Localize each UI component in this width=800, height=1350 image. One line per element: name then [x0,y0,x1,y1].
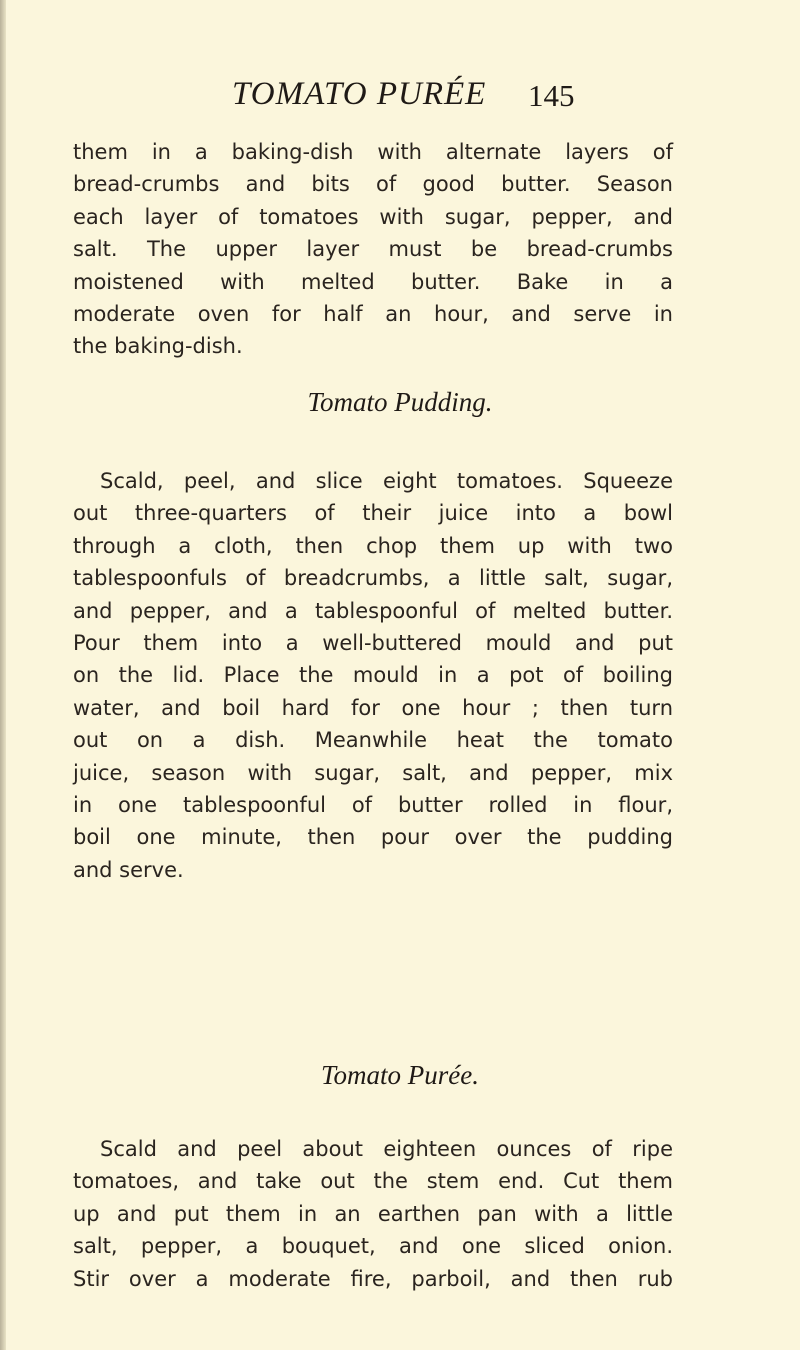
running-title: TOMATO PURÉE [232,76,487,112]
text-line: water, and boil hard for one hour ; then turn [73,695,673,720]
text-line: juice, season with sugar, salt, and pepper, mix [73,760,673,785]
text-line: Scald, peel, and slice eight tomatoes. Squeeze [100,469,673,493]
text-line: Scald and peel about eighteen ounces of ripe [100,1137,673,1161]
text-line: Pour them into a well-buttered mould and put [73,630,673,655]
text-line: out on a dish. Meanwhile heat the tomato [73,728,673,753]
text-line: moderate oven for half an hour, and serve in [73,301,673,326]
text-line: salt, pepper, a bouquet, and one sliced onion. [73,1234,673,1259]
paragraph-tomato-puree [73,1133,673,1295]
text-line: tomatoes, and take out the stem end. Cut them [73,1169,673,1194]
text-line: tablespoonfuls of breadcrumbs, a little salt, sugar, [73,566,673,591]
running-head [0,72,800,116]
page-binding-edge [0,0,6,1350]
text-line: in one tablespoonful of butter rolled in flour, [73,792,673,817]
text-line: out three-quarters of their juice into a bowl [73,501,673,526]
text-line: and pepper, and a tablespoonful of melted butter. [73,598,673,623]
text-line: Stir over a moderate fire, parboil, and then rub [73,1266,673,1291]
text-line: boil one minute, then pour over the pudding [73,825,673,850]
text-line: salt. The upper layer must be bread-crumbs [73,237,673,262]
paragraph-continuation [73,136,673,363]
page-number: 145 [528,78,575,113]
text-line: and serve. [73,857,184,882]
text-line: through a cloth, then chop them up with two [73,533,673,558]
text-line: bread-crumbs and bits of good butter. Season [73,172,673,197]
recipe-heading-tomato-puree: Tomato Purée. [320,1060,479,1090]
text-line: moistened with melted butter. Bake in a [73,269,673,294]
paragraph-tomato-pudding [73,465,673,886]
recipe-heading-tomato-pudding: Tomato Pudding. [307,387,493,417]
text-line: them in a baking-dish with alternate layers of [73,140,673,164]
text-line: the baking-dish. [73,334,243,359]
text-line: on the lid. Place the mould in a pot of boiling [73,663,673,688]
text-line: up and put them in an earthen pan with a little [73,1201,673,1226]
text-line: each layer of tomatoes with sugar, pepper, and [73,204,673,229]
